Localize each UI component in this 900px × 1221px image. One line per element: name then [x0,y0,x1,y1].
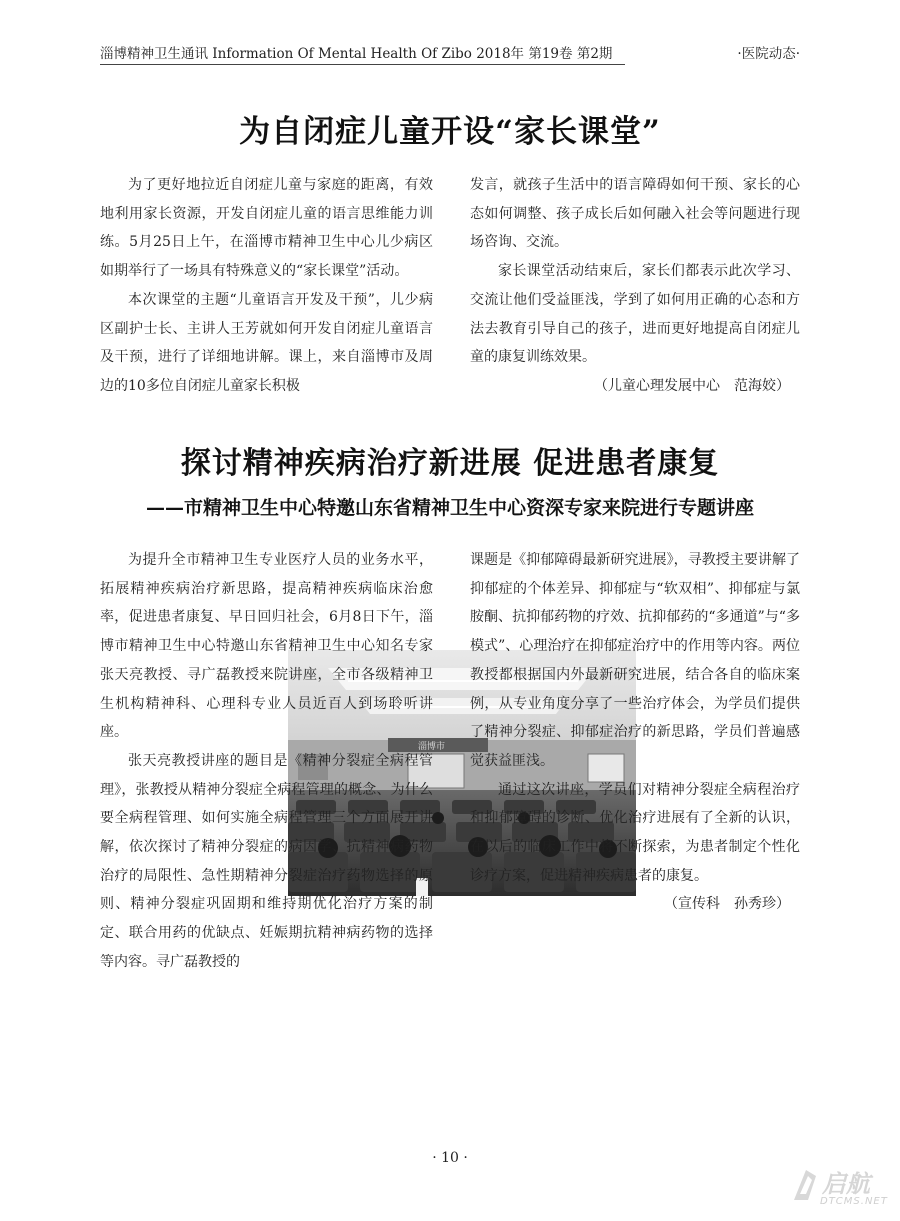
article2-title: 探讨精神疾病治疗新进展 促进患者康复 [180,446,720,481]
paragraph: 通过这次讲座，学员们对精神分裂症全病程治疗和抑郁障碍的诊断、优化治疗进展有了全新的认识，在以后的临床工作中将不断探索，为患者制定个性化诊疗方案，促进精神疾病患者的康复。 [470,781,800,884]
article2-left-column [100,546,433,977]
sail-icon [790,1166,820,1206]
article1-left-column [100,171,433,401]
paragraph-continued: 课题是《抑郁障碍最新研究进展》，寻教授主要讲解了抑郁症的个体差异、抑郁症与“软双相”、抑郁症与氯胺酮、抗抑郁药物的疗效、抗抑郁药的“多通道”与“多模式”、心理治疗在抑郁症治疗中的作用等内容。两位教授都根据国内外最新研究进展，结合各自的临床案例，从专业角度分享了一些治疗体会，为学员们提供了精神分裂症、抑郁症治疗的新思路，学员们普遍感觉获益匪浅。 [470,552,800,769]
section-label: ·医院动态· [737,46,800,62]
article2-signature: （宣传科 孙秀珍） [664,896,790,913]
article1-title: 为自闭症儿童开设“家长课堂” [239,114,661,150]
article1-right-column [470,171,800,401]
watermark-logo [790,1160,890,1216]
running-header [100,34,800,64]
watermark-brand: 启航 [822,1170,870,1198]
paragraph: 家长课堂活动结束后，家长们都表示此次学习、交流让他们受益匪浅，学到了如何用正确的心态和方法去教育引导自己的孩子，进而更好地提高自闭症儿童的康复训练效果。 [470,263,800,366]
article2-subtitle: ——市精神卫生中心特邀山东省精神卫生中心资深专家来院进行专题讲座 [145,497,754,519]
watermark-site: DTCMS.NET [820,1196,888,1207]
paragraph: 本次课堂的主题“儿童语言开发及干预”，儿少病区副护士长、主讲人王芳就如何开发自闭症儿童语言及干预，进行了详细地讲解。课上，来自淄博市及周边的10多位自闭症儿童家长积极 [100,291,433,394]
header-rule [100,64,625,65]
paragraph: 为了更好地拉近自闭症儿童与家庭的距离，有效地利用家长资源，开发自闭症儿童的语言思维能力训练。5月25日上午，在淄博市精神卫生中心儿少病区如期举行了一场具有特殊意义的“家长课堂”活动。 [100,177,433,280]
banner-text: 淄博市 [418,742,446,752]
article1-signature: （儿童心理发展中心 范海姣） [594,377,790,394]
article2-right-column [470,546,800,919]
paragraph: 张天亮教授讲座的题目是《精神分裂症全病程管理》，张教授从精神分裂症全病程管理的概念、为什么要全病程管理、如何实施全病程管理三个方面展开讲解，依次探讨了精神分裂症的病因学、抗精神病药物治疗的局限性、急性期精神分裂症治疗药物选择的原则、精神分裂症巩固期和维持期优化治疗方案的制定、联合用药的优缺点、妊娠期抗精神病药物的选择等内容。寻广磊教授的 [100,752,433,970]
paragraph: 为提升全市精神卫生专业医疗人员的业务水平，拓展精神疾病治疗新思路，提高精神疾病临床治愈率，促进患者康复、早日回归社会，6月8日下午，淄博市精神卫生中心特邀山东省精神卫生中心知名专家张天亮教授、寻广磊教授来院讲座，全市各级精神卫生机构精神科、心理科专业人员近百人到场聆听讲座。 [100,552,433,741]
page-number: · 10 · [432,1150,468,1166]
journal-title: 淄博精神卫生通讯 Information Of Mental Health Of Zibo 2018年 第19卷 第2期 [100,46,613,62]
paragraph-continued: 发言，就孩子生活中的语言障碍如何干预、家长的心态如何调整、孩子成长后如何融入社会等问题进行现场咨询、交流。 [470,177,800,251]
